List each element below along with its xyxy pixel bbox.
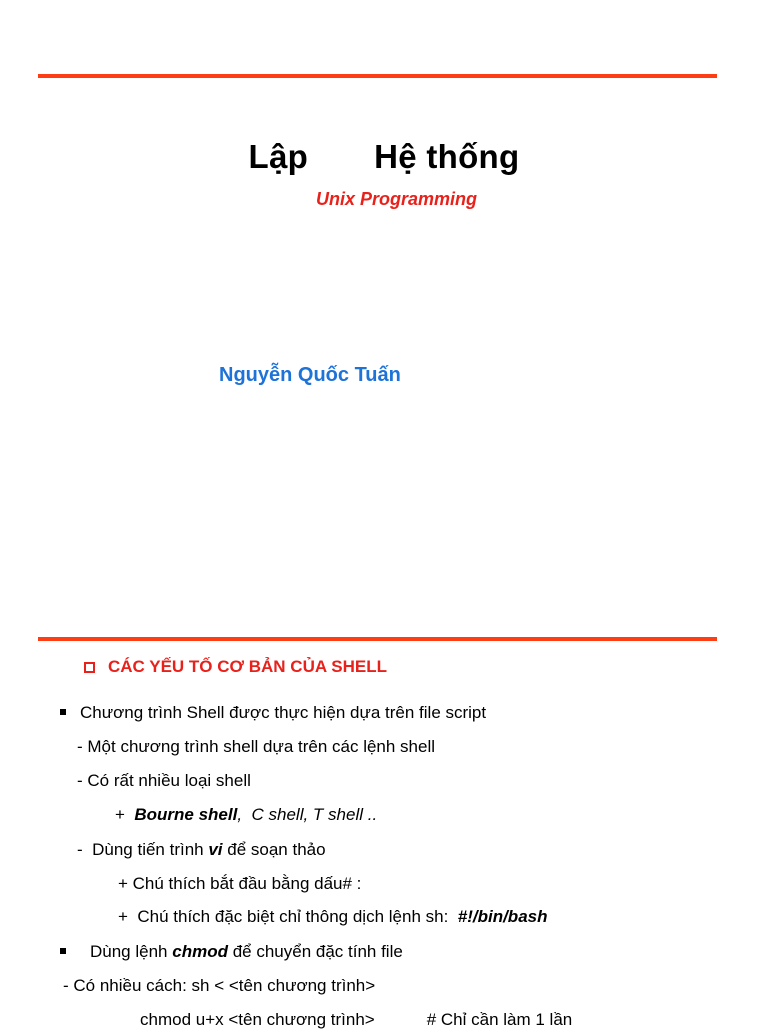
line-8-bold: chmod bbox=[172, 942, 228, 961]
line-4-bold: Bourne shell bbox=[134, 805, 238, 824]
top-rule bbox=[38, 74, 717, 78]
checkbox-bullet-icon bbox=[84, 662, 95, 673]
content-line-5 bbox=[77, 840, 326, 860]
line-7-bold: #!/bin/bash bbox=[457, 907, 548, 926]
line-8-rest: để chuyển đặc tính file bbox=[227, 942, 403, 961]
content-line-7 bbox=[118, 907, 547, 927]
title-part-2: Hệ thống bbox=[374, 138, 520, 175]
line-9-text: - Có nhiều cách: sh < <tên chương trình> bbox=[63, 976, 376, 995]
content-line-8 bbox=[60, 942, 403, 962]
line-8-prefix: Dùng lệnh bbox=[90, 942, 173, 961]
line-2-text: - Một chương trình shell dựa trên các lệnh shell bbox=[77, 737, 436, 756]
slide-title bbox=[0, 138, 768, 176]
section-heading-text: CÁC YẾU TỐ CƠ BẢN CỦA SHELL bbox=[108, 657, 387, 676]
section-rule bbox=[38, 637, 717, 641]
line-10-command: chmod u+x <tên chương trình> bbox=[140, 1010, 375, 1029]
line-4-prefix: + bbox=[115, 805, 135, 824]
content-line-4 bbox=[115, 805, 377, 825]
square-bullet-icon bbox=[60, 948, 66, 954]
line-3-text: - Có rất nhiều loại shell bbox=[77, 771, 251, 790]
line-10-comment: # Chỉ cần làm 1 lần bbox=[426, 1010, 573, 1029]
line-4-rest: , C shell, T shell .. bbox=[237, 805, 378, 824]
line-5-bold: vi bbox=[208, 840, 223, 859]
line-5-prefix: - Dùng tiến trình bbox=[77, 840, 209, 859]
line-1-text: Chương trình Shell được thực hiện dựa trên file script bbox=[80, 703, 487, 722]
slide-subtitle: Unix Programming bbox=[315, 189, 478, 209]
content-line-2 bbox=[77, 737, 435, 757]
title-part-1: Lập bbox=[248, 138, 309, 175]
content-line-1 bbox=[60, 703, 486, 723]
section-heading bbox=[84, 657, 387, 677]
content-line-10 bbox=[140, 1010, 572, 1030]
line-6-text: + Chú thích bắt đầu bằng dấu# : bbox=[118, 874, 362, 893]
author-name: Nguyễn Quốc Tuấn bbox=[219, 364, 401, 386]
square-bullet-icon bbox=[60, 709, 66, 715]
line-5-rest: để soạn thảo bbox=[222, 840, 326, 859]
content-line-9 bbox=[63, 976, 375, 996]
content-line-6 bbox=[118, 874, 361, 894]
content-line-3 bbox=[77, 771, 251, 791]
line-7-prefix: + Chú thích đặc biệt chỉ thông dịch lệnh sh: bbox=[118, 907, 458, 926]
